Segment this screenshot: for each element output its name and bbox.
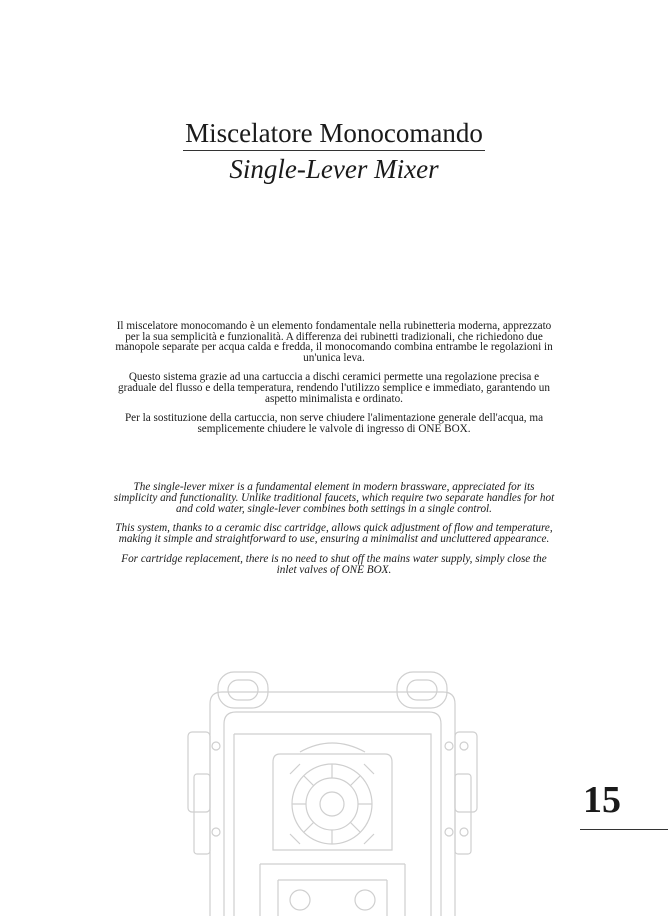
drawing-lobe-right-inner bbox=[407, 680, 437, 700]
title-block bbox=[0, 118, 668, 187]
drawing-side-right-low bbox=[455, 774, 471, 854]
drawing-cartridge-inner bbox=[320, 792, 344, 816]
drawing-lobe-right bbox=[397, 672, 447, 708]
drawing-lower-body bbox=[260, 864, 405, 916]
one-box-technical-drawing bbox=[180, 664, 485, 916]
drawing-screw-ml bbox=[212, 828, 220, 836]
italian-paragraph-2: Questo sistema grazie ad una cartuccia a dischi ceramici permette una regolazione precisa e graduale del flusso e della temperatura, rendendo l'utilizzo semplice e immediato, garantendo un aspetto minimalista e ordinato. bbox=[118, 371, 550, 405]
drawing-screw-b2 bbox=[460, 828, 468, 836]
drawing-lower-valve-left bbox=[290, 890, 310, 910]
drawing-cartridge-spokes bbox=[292, 764, 372, 844]
drawing-screw-mr bbox=[445, 828, 453, 836]
english-paragraph-1: The single-lever mixer is a fundamental element in modern brassware, appreciated for its simplicity and functionality. Unlike traditional faucets, which require two separate handles for hot and cold water, single-lever combines both settings in a single control. bbox=[113, 481, 555, 515]
drawing-screw-t2 bbox=[460, 742, 468, 750]
drawing-side-right bbox=[455, 732, 477, 812]
italian-description bbox=[112, 321, 556, 434]
drawing-side-left-low bbox=[194, 774, 210, 854]
english-paragraph-2: This system, thanks to a ceramic disc cartridge, allows quick adjustment of flow and temperature, making it simple and straightforward to use, ensuring a minimalist and uncluttered appearance. bbox=[115, 522, 553, 546]
drawing-cartridge-top bbox=[300, 743, 365, 752]
italian-paragraph-1: Il miscelatore monocomando è un elemento fondamentale nella rubinetteria moderna, apprezzato per la sua semplicità e funzionalità. A differenza dei rubinetti tradizionali, che richiedono due manopole separate per acqua calda e fredda, il monocomando combina entrambe le regolazioni in un'unica leva. bbox=[115, 320, 553, 364]
drawing-side-left bbox=[188, 732, 210, 812]
drawing-screw-tl bbox=[212, 742, 220, 750]
drawing-outer-body bbox=[210, 692, 455, 916]
english-paragraph-3: For cartridge replacement, there is no need to shut off the mains water supply, simply close the inlet valves of ONE BOX. bbox=[121, 552, 547, 576]
drawing-lobe-left-inner bbox=[228, 680, 258, 700]
title-italian: Miscelatore Monocomando bbox=[183, 118, 485, 151]
title-english: Single-Lever Mixer bbox=[229, 154, 439, 184]
english-description bbox=[112, 482, 556, 576]
drawing-lower-valve-right bbox=[355, 890, 375, 910]
drawing-lobe-left bbox=[218, 672, 268, 708]
drawing-screw-tr bbox=[445, 742, 453, 750]
page-number: 15 bbox=[580, 778, 668, 830]
italian-paragraph-3: Per la sostituzione della cartuccia, non serve chiudere l'alimentazione generale dell'acqua, ma semplicemente chiudere le valvole di ingresso di ONE BOX. bbox=[124, 412, 544, 435]
drawing-inner-frame-2 bbox=[234, 734, 431, 916]
